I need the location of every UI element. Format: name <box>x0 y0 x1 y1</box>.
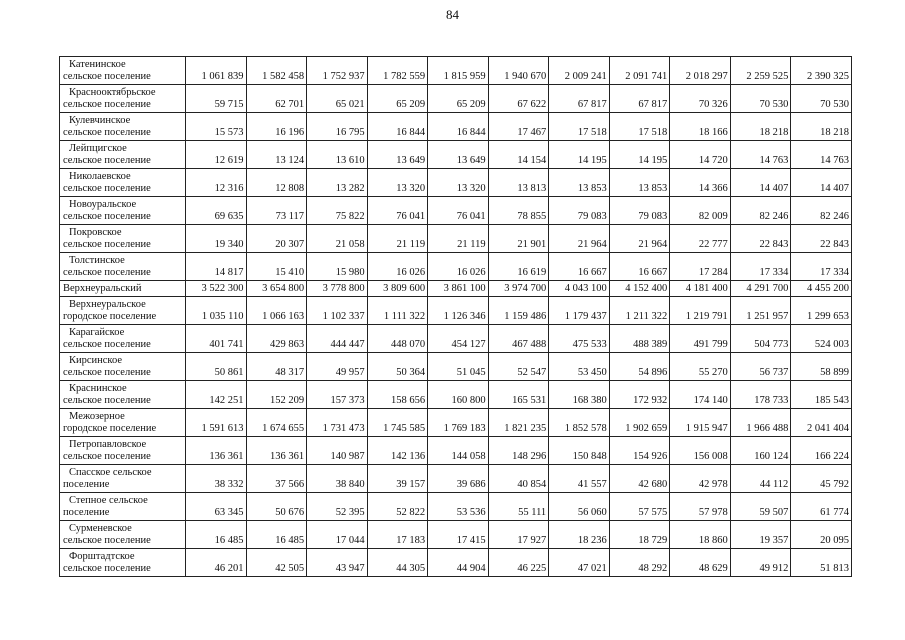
value-cell: 1 219 791 <box>670 297 731 325</box>
value-cell: 4 291 700 <box>730 281 791 297</box>
value-cell: 63 345 <box>186 493 247 521</box>
settlement-name-cell <box>60 465 186 493</box>
settlement-name-line2: сельское поселение <box>63 563 151 574</box>
settlement-name-cell <box>60 225 186 253</box>
value-cell: 1 966 488 <box>730 409 791 437</box>
value-cell: 21 119 <box>367 225 428 253</box>
settlement-name-line1: Покровское <box>69 227 122 238</box>
table-row <box>60 437 852 465</box>
value-cell: 13 649 <box>367 141 428 169</box>
settlement-name-line2: поселение <box>63 507 110 518</box>
value-cell: 57 575 <box>609 493 670 521</box>
settlement-name-cell <box>60 353 186 381</box>
value-cell: 48 292 <box>609 549 670 577</box>
value-cell: 488 389 <box>609 325 670 353</box>
value-cell: 1 752 937 <box>307 57 368 85</box>
settlement-name-line2: сельское поселение <box>63 267 151 278</box>
settlement-name-line2: сельское поселение <box>63 127 151 138</box>
value-cell: 17 927 <box>488 521 549 549</box>
settlement-name-line1: Толстинское <box>69 255 125 266</box>
value-cell: 1 126 346 <box>428 297 489 325</box>
settlement-name-line2: сельское поселение <box>63 183 151 194</box>
value-cell: 16 667 <box>609 253 670 281</box>
value-cell: 475 533 <box>549 325 610 353</box>
settlement-name-line2: городское поселение <box>63 423 157 434</box>
value-cell: 504 773 <box>730 325 791 353</box>
value-cell: 20 095 <box>791 521 852 549</box>
settlement-name-cell <box>60 197 186 225</box>
value-cell: 2 018 297 <box>670 57 731 85</box>
settlement-name-line1: Верхнеуральское <box>69 299 146 310</box>
table-row <box>60 225 852 253</box>
value-cell: 448 070 <box>367 325 428 353</box>
value-cell: 157 373 <box>307 381 368 409</box>
table-row <box>60 57 852 85</box>
settlement-name-line1: Лейпцигское <box>69 143 127 154</box>
settlement-name-line2: городское поселение <box>63 311 157 322</box>
value-cell: 1 940 670 <box>488 57 549 85</box>
value-cell: 3 861 100 <box>428 281 489 297</box>
value-cell: 42 978 <box>670 465 731 493</box>
settlement-name-cell <box>60 549 186 577</box>
value-cell: 3 974 700 <box>488 281 549 297</box>
value-cell: 48 629 <box>670 549 731 577</box>
settlement-name-line2: сельское поселение <box>63 339 151 350</box>
value-cell: 13 649 <box>428 141 489 169</box>
settlement-name-line1: Петропавловское <box>69 439 147 450</box>
table-row <box>60 381 852 409</box>
value-cell: 56 060 <box>549 493 610 521</box>
value-cell: 158 656 <box>367 381 428 409</box>
value-cell: 46 225 <box>488 549 549 577</box>
value-cell: 16 196 <box>246 113 307 141</box>
value-cell: 82 009 <box>670 197 731 225</box>
settlement-name-cell <box>60 141 186 169</box>
table-row <box>60 169 852 197</box>
value-cell: 21 058 <box>307 225 368 253</box>
settlement-name-line1: Николаевское <box>69 171 131 182</box>
value-cell: 14 195 <box>609 141 670 169</box>
value-cell: 1 674 655 <box>246 409 307 437</box>
settlement-name-line2: сельское поселение <box>63 395 151 406</box>
value-cell: 61 774 <box>791 493 852 521</box>
value-cell: 52 395 <box>307 493 368 521</box>
settlement-name-line1: Кирсинское <box>69 355 123 366</box>
value-cell: 67 622 <box>488 85 549 113</box>
value-cell: 14 817 <box>186 253 247 281</box>
value-cell: 1 159 486 <box>488 297 549 325</box>
value-cell: 55 111 <box>488 493 549 521</box>
value-cell: 51 813 <box>791 549 852 577</box>
value-cell: 1 782 559 <box>367 57 428 85</box>
settlement-name-cell <box>60 409 186 437</box>
settlement-name-line2: сельское поселение <box>63 451 151 462</box>
value-cell: 67 817 <box>549 85 610 113</box>
value-cell: 401 741 <box>186 325 247 353</box>
settlement-name-cell <box>60 253 186 281</box>
value-cell: 43 947 <box>307 549 368 577</box>
settlement-name-line1: Катенинское <box>69 59 126 70</box>
value-cell: 17 183 <box>367 521 428 549</box>
value-cell: 14 154 <box>488 141 549 169</box>
value-cell: 166 224 <box>791 437 852 465</box>
value-cell: 1 852 578 <box>549 409 610 437</box>
settlement-name-line2: поселение <box>63 479 110 490</box>
value-cell: 2 259 525 <box>730 57 791 85</box>
settlement-name-line1: Краснооктябрьское <box>69 87 156 98</box>
value-cell: 18 729 <box>609 521 670 549</box>
settlement-name-line1: Карагайское <box>69 327 125 338</box>
value-cell: 62 701 <box>246 85 307 113</box>
table-row <box>60 253 852 281</box>
settlement-name-line1: Форштадтское <box>69 551 135 562</box>
value-cell: 1 731 473 <box>307 409 368 437</box>
table-row <box>60 409 852 437</box>
value-cell: 59 507 <box>730 493 791 521</box>
value-cell: 39 157 <box>367 465 428 493</box>
value-cell: 78 855 <box>488 197 549 225</box>
value-cell: 82 246 <box>791 197 852 225</box>
value-cell: 150 848 <box>549 437 610 465</box>
value-cell: 39 686 <box>428 465 489 493</box>
value-cell: 22 843 <box>730 225 791 253</box>
value-cell: 1 179 437 <box>549 297 610 325</box>
value-cell: 41 557 <box>549 465 610 493</box>
value-cell: 454 127 <box>428 325 489 353</box>
settlement-name-line2: Верхнеуральский <box>63 283 142 294</box>
value-cell: 76 041 <box>367 197 428 225</box>
value-cell: 69 635 <box>186 197 247 225</box>
value-cell: 21 119 <box>428 225 489 253</box>
table-row <box>60 85 852 113</box>
value-cell: 178 733 <box>730 381 791 409</box>
value-cell: 51 045 <box>428 353 489 381</box>
settlement-name-cell <box>60 113 186 141</box>
table-row <box>60 493 852 521</box>
settlement-name-cell <box>60 297 186 325</box>
value-cell: 1 591 613 <box>186 409 247 437</box>
value-cell: 42 505 <box>246 549 307 577</box>
value-cell: 140 987 <box>307 437 368 465</box>
value-cell: 3 778 800 <box>307 281 368 297</box>
table-row <box>60 465 852 493</box>
value-cell: 160 800 <box>428 381 489 409</box>
value-cell: 18 166 <box>670 113 731 141</box>
value-cell: 17 334 <box>730 253 791 281</box>
settlement-name-line2: сельское поселение <box>63 155 151 166</box>
value-cell: 44 305 <box>367 549 428 577</box>
value-cell: 16 485 <box>186 521 247 549</box>
value-cell: 15 980 <box>307 253 368 281</box>
value-cell: 13 853 <box>609 169 670 197</box>
value-cell: 4 181 400 <box>670 281 731 297</box>
value-cell: 18 218 <box>730 113 791 141</box>
value-cell: 79 083 <box>549 197 610 225</box>
value-cell: 1 582 458 <box>246 57 307 85</box>
settlement-name-line2: сельское поселение <box>63 211 151 222</box>
settlement-name-cell <box>60 437 186 465</box>
value-cell: 429 863 <box>246 325 307 353</box>
value-cell: 13 124 <box>246 141 307 169</box>
value-cell: 40 854 <box>488 465 549 493</box>
value-cell: 17 518 <box>609 113 670 141</box>
table-row <box>60 281 852 297</box>
settlement-name-line1: Спасское сельское <box>69 467 152 478</box>
value-cell: 20 307 <box>246 225 307 253</box>
settlement-name-cell <box>60 521 186 549</box>
table-row <box>60 353 852 381</box>
settlement-name-line2: сельское поселение <box>63 239 151 250</box>
value-cell: 49 957 <box>307 353 368 381</box>
value-cell: 73 117 <box>246 197 307 225</box>
settlement-name-cell <box>60 325 186 353</box>
value-cell: 142 251 <box>186 381 247 409</box>
value-cell: 17 334 <box>791 253 852 281</box>
value-cell: 37 566 <box>246 465 307 493</box>
settlement-name-line1: Сурменевское <box>69 523 132 534</box>
value-cell: 12 316 <box>186 169 247 197</box>
value-cell: 1 111 322 <box>367 297 428 325</box>
value-cell: 165 531 <box>488 381 549 409</box>
settlement-name-line2: сельское поселение <box>63 71 151 82</box>
value-cell: 15 573 <box>186 113 247 141</box>
value-cell: 21 901 <box>488 225 549 253</box>
value-cell: 185 543 <box>791 381 852 409</box>
value-cell: 44 904 <box>428 549 489 577</box>
settlement-name-line1: Кулевчинское <box>69 115 131 126</box>
value-cell: 16 026 <box>428 253 489 281</box>
value-cell: 2 009 241 <box>549 57 610 85</box>
value-cell: 14 720 <box>670 141 731 169</box>
settlement-name-cell <box>60 169 186 197</box>
settlement-name-cell <box>60 57 186 85</box>
value-cell: 48 317 <box>246 353 307 381</box>
value-cell: 1 299 653 <box>791 297 852 325</box>
value-cell: 70 530 <box>791 85 852 113</box>
value-cell: 160 124 <box>730 437 791 465</box>
value-cell: 156 008 <box>670 437 731 465</box>
value-cell: 44 112 <box>730 465 791 493</box>
value-cell: 79 083 <box>609 197 670 225</box>
value-cell: 42 680 <box>609 465 670 493</box>
value-cell: 15 410 <box>246 253 307 281</box>
value-cell: 444 447 <box>307 325 368 353</box>
settlement-name-line1: Новоуральское <box>69 199 137 210</box>
value-cell: 19 340 <box>186 225 247 253</box>
settlement-name-line1: Краснинское <box>69 383 127 394</box>
value-cell: 52 547 <box>488 353 549 381</box>
table-row <box>60 197 852 225</box>
value-cell: 12 808 <box>246 169 307 197</box>
value-cell: 1 769 183 <box>428 409 489 437</box>
value-cell: 12 619 <box>186 141 247 169</box>
table-row <box>60 113 852 141</box>
value-cell: 18 218 <box>791 113 852 141</box>
value-cell: 16 619 <box>488 253 549 281</box>
value-cell: 16 485 <box>246 521 307 549</box>
value-cell: 17 284 <box>670 253 731 281</box>
value-cell: 4 043 100 <box>549 281 610 297</box>
value-cell: 1 066 163 <box>246 297 307 325</box>
value-cell: 1 102 337 <box>307 297 368 325</box>
value-cell: 16 795 <box>307 113 368 141</box>
value-cell: 67 817 <box>609 85 670 113</box>
value-cell: 50 364 <box>367 353 428 381</box>
value-cell: 1 915 947 <box>670 409 731 437</box>
value-cell: 1 815 959 <box>428 57 489 85</box>
value-cell: 148 296 <box>488 437 549 465</box>
value-cell: 22 777 <box>670 225 731 253</box>
settlement-name-cell <box>60 85 186 113</box>
value-cell: 13 853 <box>549 169 610 197</box>
value-cell: 13 320 <box>428 169 489 197</box>
value-cell: 17 467 <box>488 113 549 141</box>
value-cell: 59 715 <box>186 85 247 113</box>
value-cell: 49 912 <box>730 549 791 577</box>
value-cell: 75 822 <box>307 197 368 225</box>
value-cell: 491 799 <box>670 325 731 353</box>
value-cell: 13 813 <box>488 169 549 197</box>
value-cell: 1 745 585 <box>367 409 428 437</box>
value-cell: 2 091 741 <box>609 57 670 85</box>
settlement-name-line1: Межозерное <box>69 411 125 422</box>
value-cell: 1 821 235 <box>488 409 549 437</box>
value-cell: 18 236 <box>549 521 610 549</box>
value-cell: 18 860 <box>670 521 731 549</box>
table-row <box>60 325 852 353</box>
value-cell: 82 246 <box>730 197 791 225</box>
value-cell: 3 809 600 <box>367 281 428 297</box>
value-cell: 524 003 <box>791 325 852 353</box>
value-cell: 168 380 <box>549 381 610 409</box>
value-cell: 45 792 <box>791 465 852 493</box>
value-cell: 38 332 <box>186 465 247 493</box>
value-cell: 17 518 <box>549 113 610 141</box>
value-cell: 65 021 <box>307 85 368 113</box>
value-cell: 65 209 <box>367 85 428 113</box>
table-row <box>60 521 852 549</box>
settlement-name-cell <box>60 381 186 409</box>
value-cell: 38 840 <box>307 465 368 493</box>
value-cell: 14 407 <box>730 169 791 197</box>
settlement-name-line2: сельское поселение <box>63 535 151 546</box>
value-cell: 14 195 <box>549 141 610 169</box>
settlement-name-line2: сельское поселение <box>63 367 151 378</box>
value-cell: 154 926 <box>609 437 670 465</box>
value-cell: 152 209 <box>246 381 307 409</box>
value-cell: 21 964 <box>609 225 670 253</box>
value-cell: 16 844 <box>428 113 489 141</box>
value-cell: 19 357 <box>730 521 791 549</box>
table-row <box>60 549 852 577</box>
value-cell: 4 152 400 <box>609 281 670 297</box>
table-body <box>60 57 852 577</box>
value-cell: 21 964 <box>549 225 610 253</box>
value-cell: 136 361 <box>246 437 307 465</box>
value-cell: 144 058 <box>428 437 489 465</box>
value-cell: 57 978 <box>670 493 731 521</box>
value-cell: 1 061 839 <box>186 57 247 85</box>
value-cell: 50 861 <box>186 353 247 381</box>
value-cell: 1 251 957 <box>730 297 791 325</box>
settlement-name-cell <box>60 281 186 297</box>
value-cell: 55 270 <box>670 353 731 381</box>
value-cell: 54 896 <box>609 353 670 381</box>
value-cell: 13 610 <box>307 141 368 169</box>
settlement-name-line2: сельское поселение <box>63 99 151 110</box>
value-cell: 1 035 110 <box>186 297 247 325</box>
table-row <box>60 297 852 325</box>
value-cell: 467 488 <box>488 325 549 353</box>
value-cell: 13 282 <box>307 169 368 197</box>
value-cell: 17 044 <box>307 521 368 549</box>
value-cell: 174 140 <box>670 381 731 409</box>
value-cell: 50 676 <box>246 493 307 521</box>
value-cell: 76 041 <box>428 197 489 225</box>
value-cell: 58 899 <box>791 353 852 381</box>
value-cell: 14 407 <box>791 169 852 197</box>
table-row <box>60 141 852 169</box>
data-table <box>59 56 852 577</box>
value-cell: 4 455 200 <box>791 281 852 297</box>
value-cell: 2 041 404 <box>791 409 852 437</box>
value-cell: 13 320 <box>367 169 428 197</box>
value-cell: 142 136 <box>367 437 428 465</box>
value-cell: 47 021 <box>549 549 610 577</box>
value-cell: 136 361 <box>186 437 247 465</box>
value-cell: 1 211 322 <box>609 297 670 325</box>
value-cell: 16 026 <box>367 253 428 281</box>
settlement-name-line1: Степное сельское <box>69 495 148 506</box>
value-cell: 46 201 <box>186 549 247 577</box>
value-cell: 17 415 <box>428 521 489 549</box>
value-cell: 1 902 659 <box>609 409 670 437</box>
value-cell: 70 326 <box>670 85 731 113</box>
value-cell: 3 522 300 <box>186 281 247 297</box>
value-cell: 65 209 <box>428 85 489 113</box>
value-cell: 3 654 800 <box>246 281 307 297</box>
value-cell: 14 763 <box>730 141 791 169</box>
value-cell: 70 530 <box>730 85 791 113</box>
value-cell: 16 667 <box>549 253 610 281</box>
value-cell: 16 844 <box>367 113 428 141</box>
value-cell: 2 390 325 <box>791 57 852 85</box>
value-cell: 56 737 <box>730 353 791 381</box>
value-cell: 14 763 <box>791 141 852 169</box>
value-cell: 22 843 <box>791 225 852 253</box>
settlement-name-cell <box>60 493 186 521</box>
value-cell: 53 450 <box>549 353 610 381</box>
value-cell: 14 366 <box>670 169 731 197</box>
value-cell: 52 822 <box>367 493 428 521</box>
value-cell: 53 536 <box>428 493 489 521</box>
page-number: 84 <box>446 7 459 22</box>
value-cell: 172 932 <box>609 381 670 409</box>
